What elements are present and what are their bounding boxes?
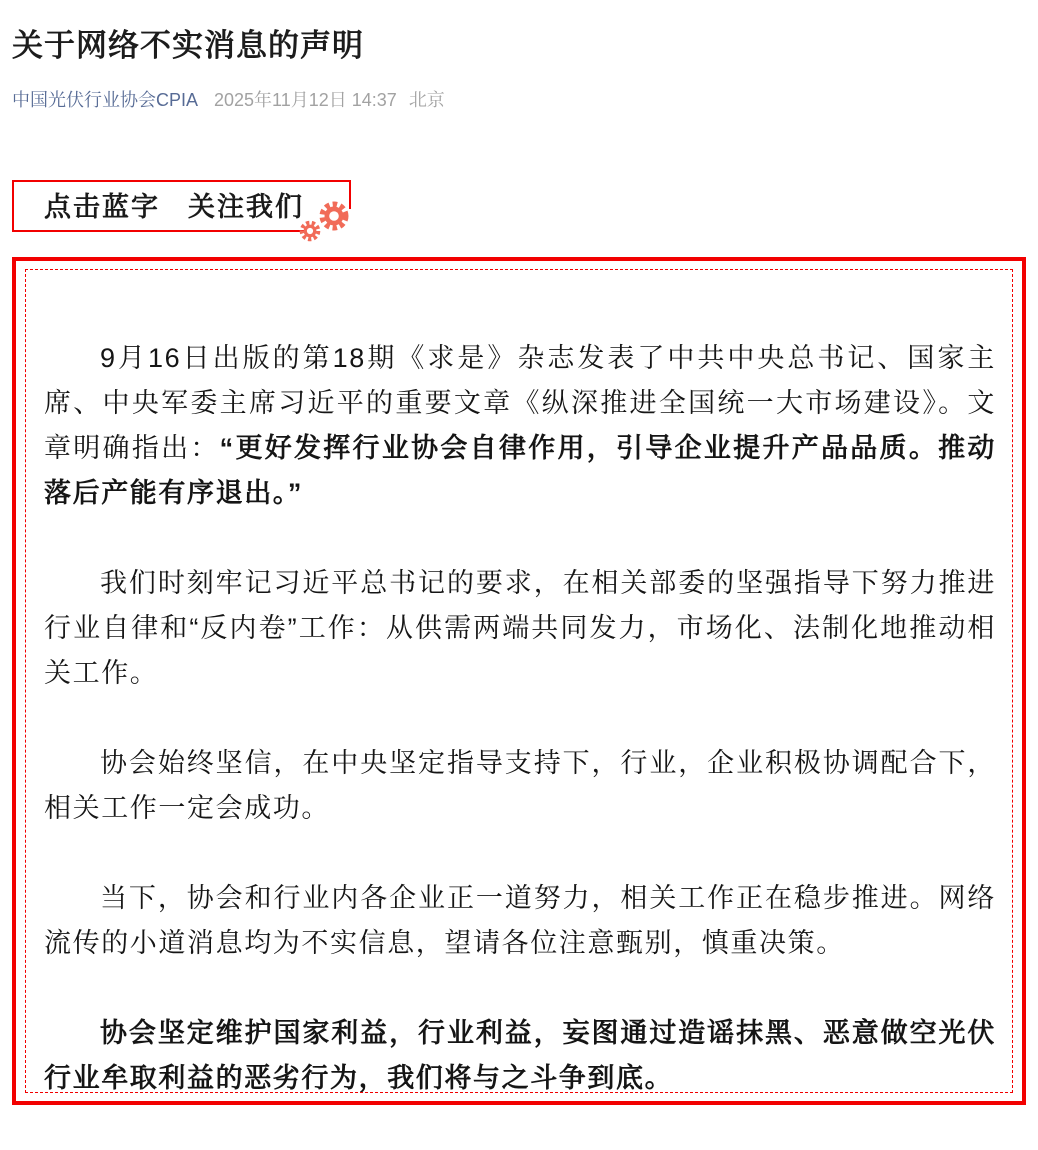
statement-box (12, 257, 1026, 1105)
paragraph-text: 当下，协会和行业内各企业正一道努力，相关工作正在稳步推进。网络流传的小道消息均为不实信息，望请各位注意甄别，慎重决策。 (44, 883, 996, 958)
paragraph-bold-text: 协会坚定维护国家利益，行业利益，妄图通过造谣抹黑、恶意做空光伏行业牟取利益的恶劣行为，我们将与之斗争到底。 (44, 1018, 996, 1093)
paragraph-text: 协会始终坚信，在中央坚定指导支持下，行业，企业积极协调配合下，相关工作一定会成功。 (44, 748, 996, 823)
paragraph-text: 我们时刻牢记习近平总书记的要求，在相关部委的坚强指导下努力推进行业自律和“反内卷”工作：从供需两端共同发力，市场化、法制化地推动相关工作。 (44, 568, 996, 688)
article-paragraph (44, 561, 996, 696)
account-link[interactable]: 中国光伏行业协会CPIA (12, 90, 199, 110)
article-paragraph (44, 1011, 996, 1093)
banner-follow-text: 关注我们 (188, 192, 304, 222)
article-page (0, 28, 1038, 1105)
article-body (25, 269, 1013, 1093)
byline (12, 88, 1026, 112)
gear-icon (297, 199, 351, 243)
banner-click-text: 点击蓝字 (44, 192, 160, 222)
paragraph-text: 9月16日出版的第18期《求是》杂志发表了中共中央总书记、国家主席、中央军委主席习近平的重要文章《纵深推进全国统一大市场建设》。文章明确指出： (44, 343, 996, 463)
article-paragraph (44, 336, 996, 516)
article-paragraph (44, 741, 996, 831)
paragraph-bold-text: “更好发挥行业协会自律作用，引导企业提升产品品质。推动落后产能有序退出。” (44, 433, 996, 508)
page-title: 关于网络不实消息的声明 (12, 28, 364, 63)
publish-datetime: 2025年11月12日 14:37 (214, 90, 397, 110)
follow-banner[interactable] (12, 180, 351, 232)
banner-border-bottom (14, 230, 306, 232)
article-paragraph (44, 876, 996, 966)
publish-location: 北京 (408, 90, 445, 110)
